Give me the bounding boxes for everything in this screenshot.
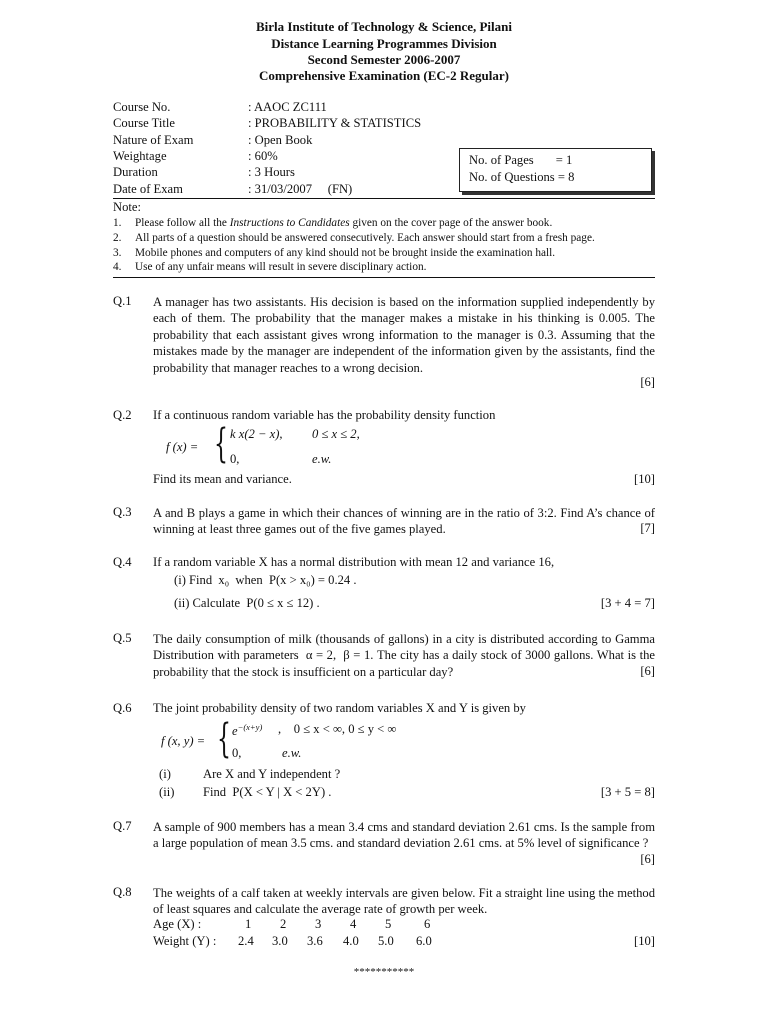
question-number: Q.1 bbox=[113, 294, 132, 308]
question-text: If a continuous random variable has the probability density function bbox=[153, 408, 496, 422]
detail-value: : 3 Hours bbox=[248, 165, 295, 179]
note-text: All parts of a question should be answered consecutively. Each answer should start from a fresh page. bbox=[135, 232, 595, 244]
question-part: (i) Find x₀ when P(x > x₀) = 0.24 . bbox=[174, 573, 357, 587]
marks: [3 + 5 = 8] bbox=[600, 785, 655, 799]
note-number: 1. bbox=[113, 217, 122, 229]
question-number: Q.8 bbox=[113, 885, 132, 899]
brace-symbol: { bbox=[214, 421, 228, 467]
divider bbox=[113, 277, 655, 278]
case-condition: e.w. bbox=[282, 746, 302, 760]
exam-title: Comprehensive Examination (EC-2 Regular) bbox=[258, 68, 509, 83]
pages-count: No. of Pages = 1 bbox=[469, 153, 573, 167]
question-text: The weights of a calf taken at weekly intervals are given below. Fit a straight line using the method of least squares and calculate the average rate of growth per week. bbox=[153, 886, 655, 917]
subpart-text: Find P(X < Y | X < 2Y) . bbox=[203, 785, 332, 799]
question-part: (ii) Calculate P(0 ≤ x ≤ 12) . bbox=[174, 596, 320, 610]
case-expression: k x(2 − x), bbox=[230, 427, 283, 441]
marks: [6] bbox=[640, 664, 655, 678]
note-heading: Note: bbox=[113, 200, 141, 214]
age-value: 5 bbox=[385, 917, 392, 931]
note-number: 4. bbox=[113, 261, 122, 273]
detail-value: : 60% bbox=[248, 149, 278, 163]
function-lhs: f (x, y) = bbox=[161, 734, 206, 748]
age-value: 6 bbox=[424, 917, 431, 931]
question-ask: Find its mean and variance. bbox=[153, 472, 292, 486]
detail-label: Duration bbox=[113, 165, 158, 179]
subpart-text: Are X and Y independent ? bbox=[203, 767, 341, 781]
marks: [6] bbox=[640, 375, 655, 389]
marks: [7] bbox=[640, 521, 655, 535]
detail-value: : AAOC ZC111 bbox=[248, 100, 327, 114]
note-number: 3. bbox=[113, 247, 122, 259]
question-text: A manager has two assistants. His decision is based on the information supplied independently by each of them. The probability that the manager makes a mistake in his thinking is 0.005. The probability that each assistant gives wrong information to the manager is 0.3. Assuming that the mistakes made by the manager are independent of the information given by the assistants, find the probability that manager reaches to a wrong decision. bbox=[153, 295, 655, 375]
weight-value: 6.0 bbox=[416, 934, 432, 948]
detail-label: Course No. bbox=[113, 100, 171, 114]
note-text: Please follow all the Instructions to Candidates given on the cover page of the answer book. bbox=[135, 217, 553, 229]
age-value: 4 bbox=[350, 917, 357, 931]
age-label: Age (X) : bbox=[153, 917, 202, 931]
question-number: Q.4 bbox=[113, 555, 132, 569]
weight-value: 3.0 bbox=[272, 934, 288, 948]
subpart-number: (i) bbox=[159, 767, 171, 781]
institute-name: Birla Institute of Technology & Science, Pilani bbox=[255, 19, 513, 34]
question-number: Q.6 bbox=[113, 701, 132, 715]
note-number: 2. bbox=[113, 232, 122, 244]
weight-label: Weight (Y) : bbox=[153, 934, 217, 948]
marks: [6] bbox=[640, 852, 655, 866]
detail-value: : 31/03/2007 (FN) bbox=[248, 182, 353, 196]
detail-value: : PROBABILITY & STATISTICS bbox=[248, 116, 422, 130]
question-text: The joint probability density of two random variables X and Y is given by bbox=[153, 701, 526, 715]
note-text: Use of any unfair means will result in severe disciplinary action. bbox=[135, 261, 427, 273]
question-number: Q.7 bbox=[113, 819, 132, 833]
questions-count: No. of Questions = 8 bbox=[469, 170, 575, 184]
question-number: Q.5 bbox=[113, 631, 132, 645]
detail-label: Course Title bbox=[113, 116, 175, 130]
weight-value: 2.4 bbox=[238, 934, 254, 948]
case-condition: 0 ≤ x ≤ 2, bbox=[312, 427, 360, 441]
detail-value: : Open Book bbox=[248, 133, 313, 147]
detail-label: Weightage bbox=[113, 149, 167, 163]
weight-value: 4.0 bbox=[343, 934, 359, 948]
weight-value: 5.0 bbox=[378, 934, 394, 948]
case-expression: 0, bbox=[230, 452, 240, 466]
question-text: If a random variable X has a normal distribution with mean 12 and variance 16, bbox=[153, 555, 555, 569]
question-text: A and B plays a game in which their chances of winning are in the ratio of 3:2. Find A’s chance of winning at least three games out of the five games played. bbox=[153, 506, 655, 537]
question-text: The daily consumption of milk (thousands of gallons) in a city is distributed according to Gamma Distribution with parameters α = 2, β = 1. The city has a daily stock of 3000 gallons. What is the probability that the stock is insufficient on a particular day? bbox=[153, 632, 659, 679]
question-number: Q.3 bbox=[113, 505, 132, 519]
question-text: A sample of 900 members has a mean 3.4 cms and standard deviation 2.61 cms. Is the sample from a large population of mean 3.5 cms. and standard deviation 2.61 cms. at 5% level of significance ? bbox=[153, 820, 655, 851]
weight-value: 3.6 bbox=[307, 934, 323, 948]
age-value: 3 bbox=[315, 917, 322, 931]
case-expression: 0, bbox=[232, 746, 242, 760]
marks: [10] bbox=[634, 472, 655, 486]
subpart-number: (ii) bbox=[159, 785, 175, 799]
brace-symbol: { bbox=[217, 716, 231, 762]
divider bbox=[113, 198, 655, 199]
marks: [10] bbox=[634, 934, 655, 948]
case-condition: e.w. bbox=[312, 452, 332, 466]
marks: [3 + 4 = 7] bbox=[600, 596, 655, 610]
function-lhs: f (x) = bbox=[166, 440, 199, 454]
pages-questions-box bbox=[459, 148, 652, 192]
case-expression: $e^{-(x+y)}$ bbox=[232, 722, 263, 739]
age-value: 2 bbox=[280, 917, 287, 931]
age-value: 1 bbox=[245, 917, 252, 931]
detail-label: Date of Exam bbox=[113, 182, 183, 196]
question-number: Q.2 bbox=[113, 408, 132, 422]
semester: Second Semester 2006-2007 bbox=[307, 52, 461, 67]
case-condition: , 0 ≤ x < ∞, 0 ≤ y < ∞ bbox=[278, 722, 397, 736]
detail-label: Nature of Exam bbox=[113, 133, 194, 147]
division-name: Distance Learning Programmes Division bbox=[271, 36, 497, 51]
note-text: Mobile phones and computers of any kind should not be brought inside the examination hall. bbox=[135, 247, 556, 259]
footer-asterisks: *********** bbox=[353, 966, 415, 978]
